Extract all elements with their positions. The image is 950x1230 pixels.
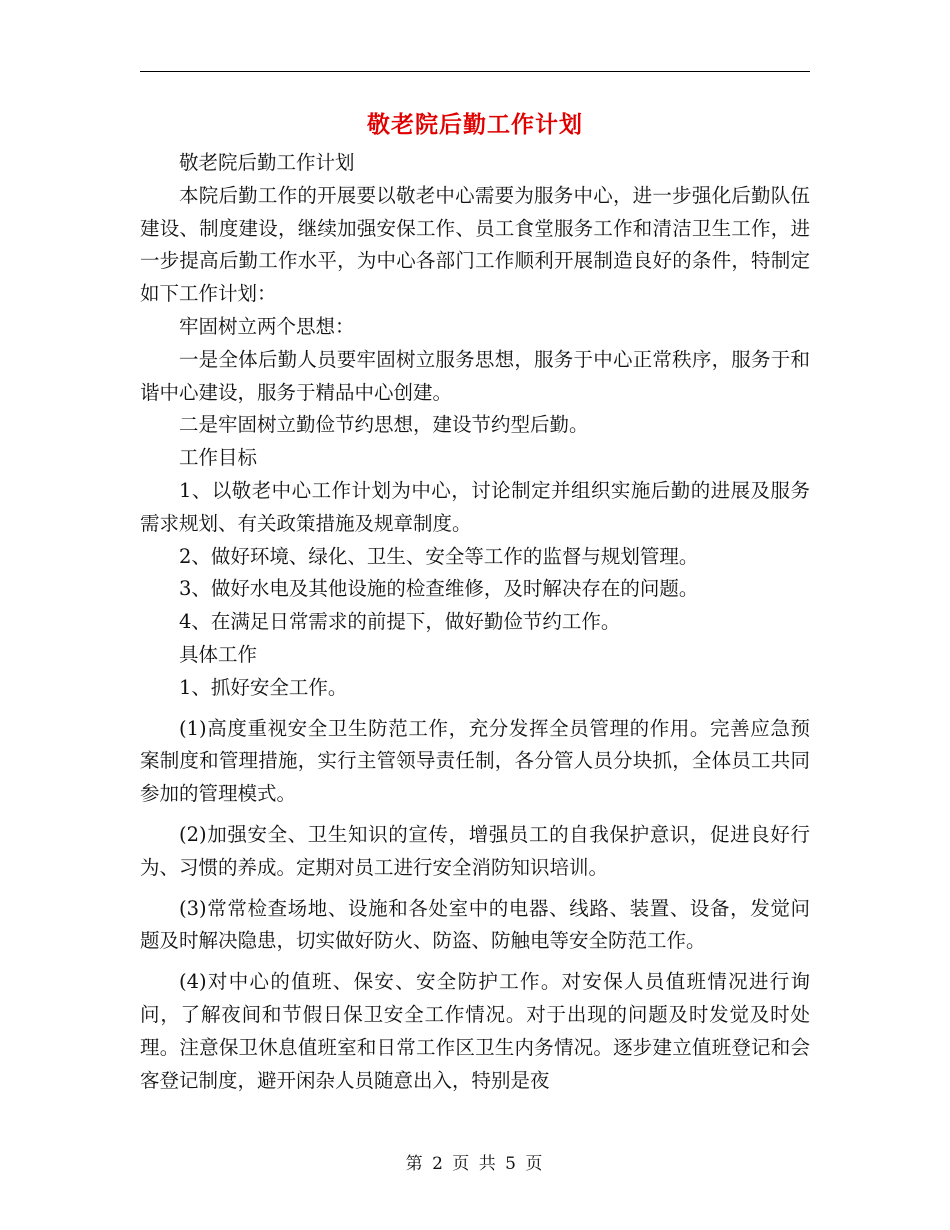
page-number: 第 2 页 共 5 页 <box>405 1154 545 1174</box>
document-title: 敬老院后勤工作计划 <box>367 111 583 138</box>
paragraph-task-1-4: (4)对中心的值班、保安、安全防护工作。对安保人员值班情况进行询问，了解夜间和节假日保卫安全工作情况。对于出现的问题及时发觉及时处理。注意保卫休息值班室和日常工作区卫生内务情况。逐步建立值班登记和会客登记制度，避开闲杂人员随意出入，特别是夜 <box>140 970 810 1092</box>
paragraph-task-1-2: (2)加强安全、卫生知识的宣传，增强员工的自我保护意识，促进良好行为、习惯的养成。定期对员工进行安全消防知识培训。 <box>140 822 810 879</box>
paragraph-task-1-1: (1)高度重视安全卫生防范工作，充分发挥全员管理的作用。完善应急预案制度和管理措施，实行主管领导责任制，各分管人员分块抓，全体员工共同参加的管理模式。 <box>140 716 810 806</box>
paragraph-task-1-3: (3)常常检查场地、设施和各处室中的电器、线路、装置、设备，发觉问题及时解决隐患，切实做好防火、防盗、防触电等安全防范工作。 <box>140 896 810 953</box>
paragraph-heading-goals: 工作目标 <box>179 446 258 470</box>
paragraph-heading-thoughts: 牢固树立两个思想： <box>179 314 355 338</box>
paragraph-goal-2: 2、做好环境、绿化、卫生、安全等工作的监督与规划管理。 <box>179 544 699 568</box>
paragraph-thought-two: 二是牢固树立勤俭节约思想，建设节约型后勤。 <box>179 413 589 437</box>
paragraph-thought-one: 一是全体后勤人员要牢固树立服务思想，服务于中心正常秩序，服务于和谐中心建设，服务于精品中心创建。 <box>140 347 810 404</box>
paragraph-goal-1: 1、以敬老中心工作计划为中心，讨论制定并组织实施后勤的进展及服务需求规划、有关政策措施及规章制度。 <box>140 478 810 535</box>
document-body <box>140 147 810 1097</box>
paragraph-task-1: 1、抓好安全工作。 <box>179 675 348 699</box>
paragraph-subtitle: 敬老院后勤工作计划 <box>179 151 355 174</box>
paragraph-intro: 本院后勤工作的开展要以敬老中心需要为服务中心，进一步强化后勤队伍建设、制度建设，继续加强安保工作、员工食堂服务工作和清洁卫生工作，进一步提高后勤工作水平，为中心各部门工作顺利开展制造良好的条件，特制定如下工作计划： <box>140 183 810 306</box>
paragraph-goal-3: 3、做好水电及其他设施的检查维修，及时解决存在的问题。 <box>179 577 699 601</box>
paragraph-heading-tasks: 具体工作 <box>179 642 258 666</box>
header-rule <box>140 71 810 72</box>
paragraph-goal-4: 4、在满足日常需求的前提下，做好勤俭节约工作。 <box>179 610 621 634</box>
